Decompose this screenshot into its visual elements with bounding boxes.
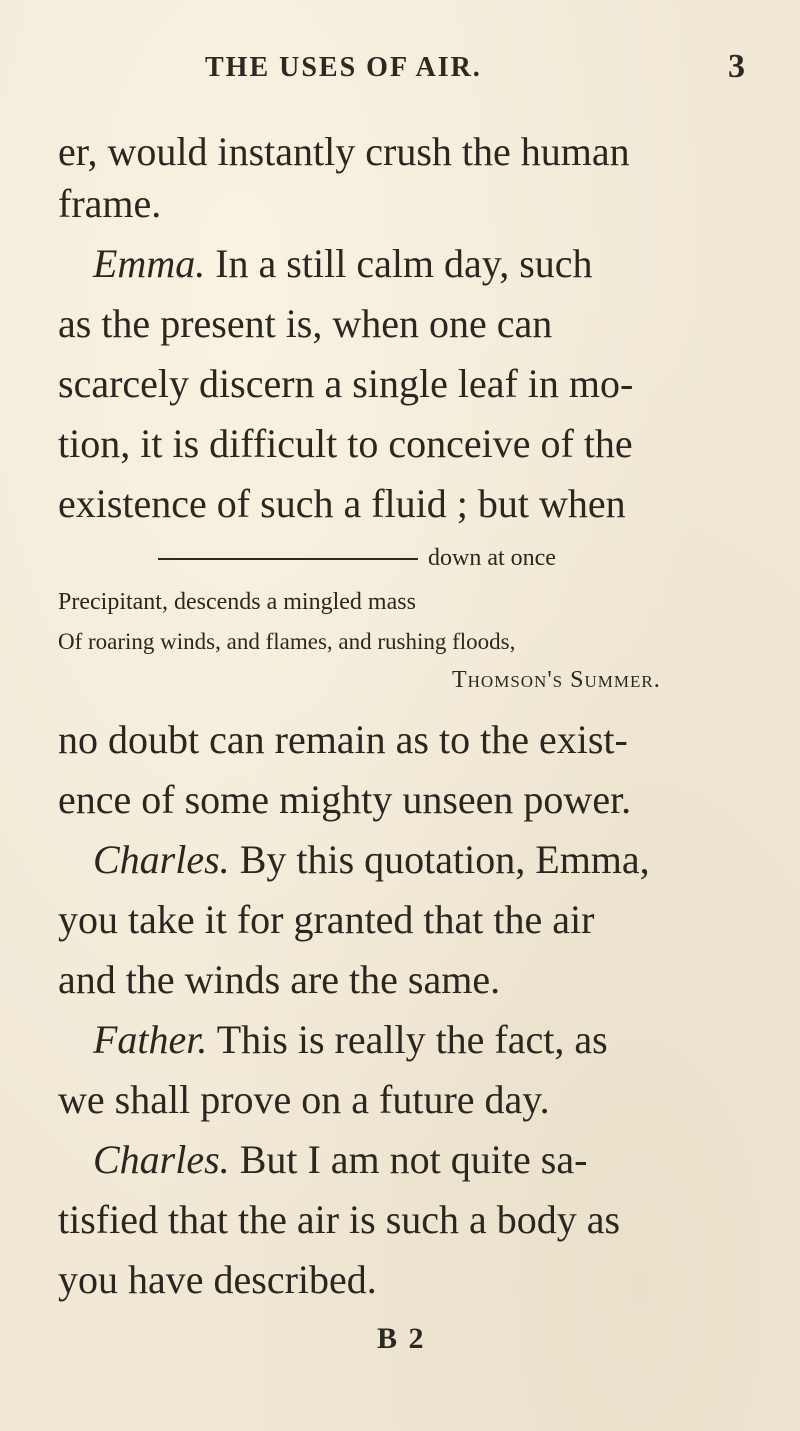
quotation-line: Precipitant, descends a mingled mass	[58, 589, 416, 615]
text-line: frame.	[58, 181, 162, 226]
text-line: existence of such a fluid ; but when	[58, 481, 626, 526]
text-line: you take it for granted that the air	[58, 897, 595, 942]
text-line: Charles. But I am not quite sa-	[93, 1137, 588, 1182]
text-line: tisfied that the air is such a body as	[58, 1197, 621, 1242]
signature-mark: B 2	[377, 1322, 426, 1355]
text-line: no doubt can remain as to the exist-	[58, 717, 628, 762]
text-line: we shall prove on a future day.	[58, 1077, 550, 1122]
text-line: Father. This is really the fact, as	[93, 1017, 608, 1062]
text-line: and the winds are the same.	[58, 957, 501, 1002]
quotation-line: down at once	[158, 546, 556, 570]
quotation-line: Of roaring winds, and flames, and rushing floods,	[58, 629, 516, 654]
speaker-name: Emma.	[93, 241, 206, 286]
speaker-name: Father.	[93, 1017, 208, 1062]
speaker-name: Charles.	[93, 1137, 230, 1182]
ellipsis-rule	[158, 558, 418, 560]
text-line: as the present is, when one can	[58, 301, 553, 346]
text-line: tion, it is difficult to conceive of the	[58, 421, 633, 466]
text-line: ence of some mighty unseen power.	[58, 777, 632, 822]
page-number: 3	[728, 48, 745, 85]
text-line: Charles. By this quotation, Emma,	[93, 837, 650, 882]
running-title: THE USES OF AIR.	[205, 52, 482, 83]
quotation-attribution: Thomson's Summer.	[452, 667, 661, 693]
text-line: scarcely discern a single leaf in mo-	[58, 361, 634, 406]
text-line: er, would instantly crush the human	[58, 129, 630, 174]
text-line: you have described.	[58, 1257, 377, 1302]
speaker-name: Charles.	[93, 837, 230, 882]
text-line: Emma. In a still calm day, such	[93, 241, 593, 286]
